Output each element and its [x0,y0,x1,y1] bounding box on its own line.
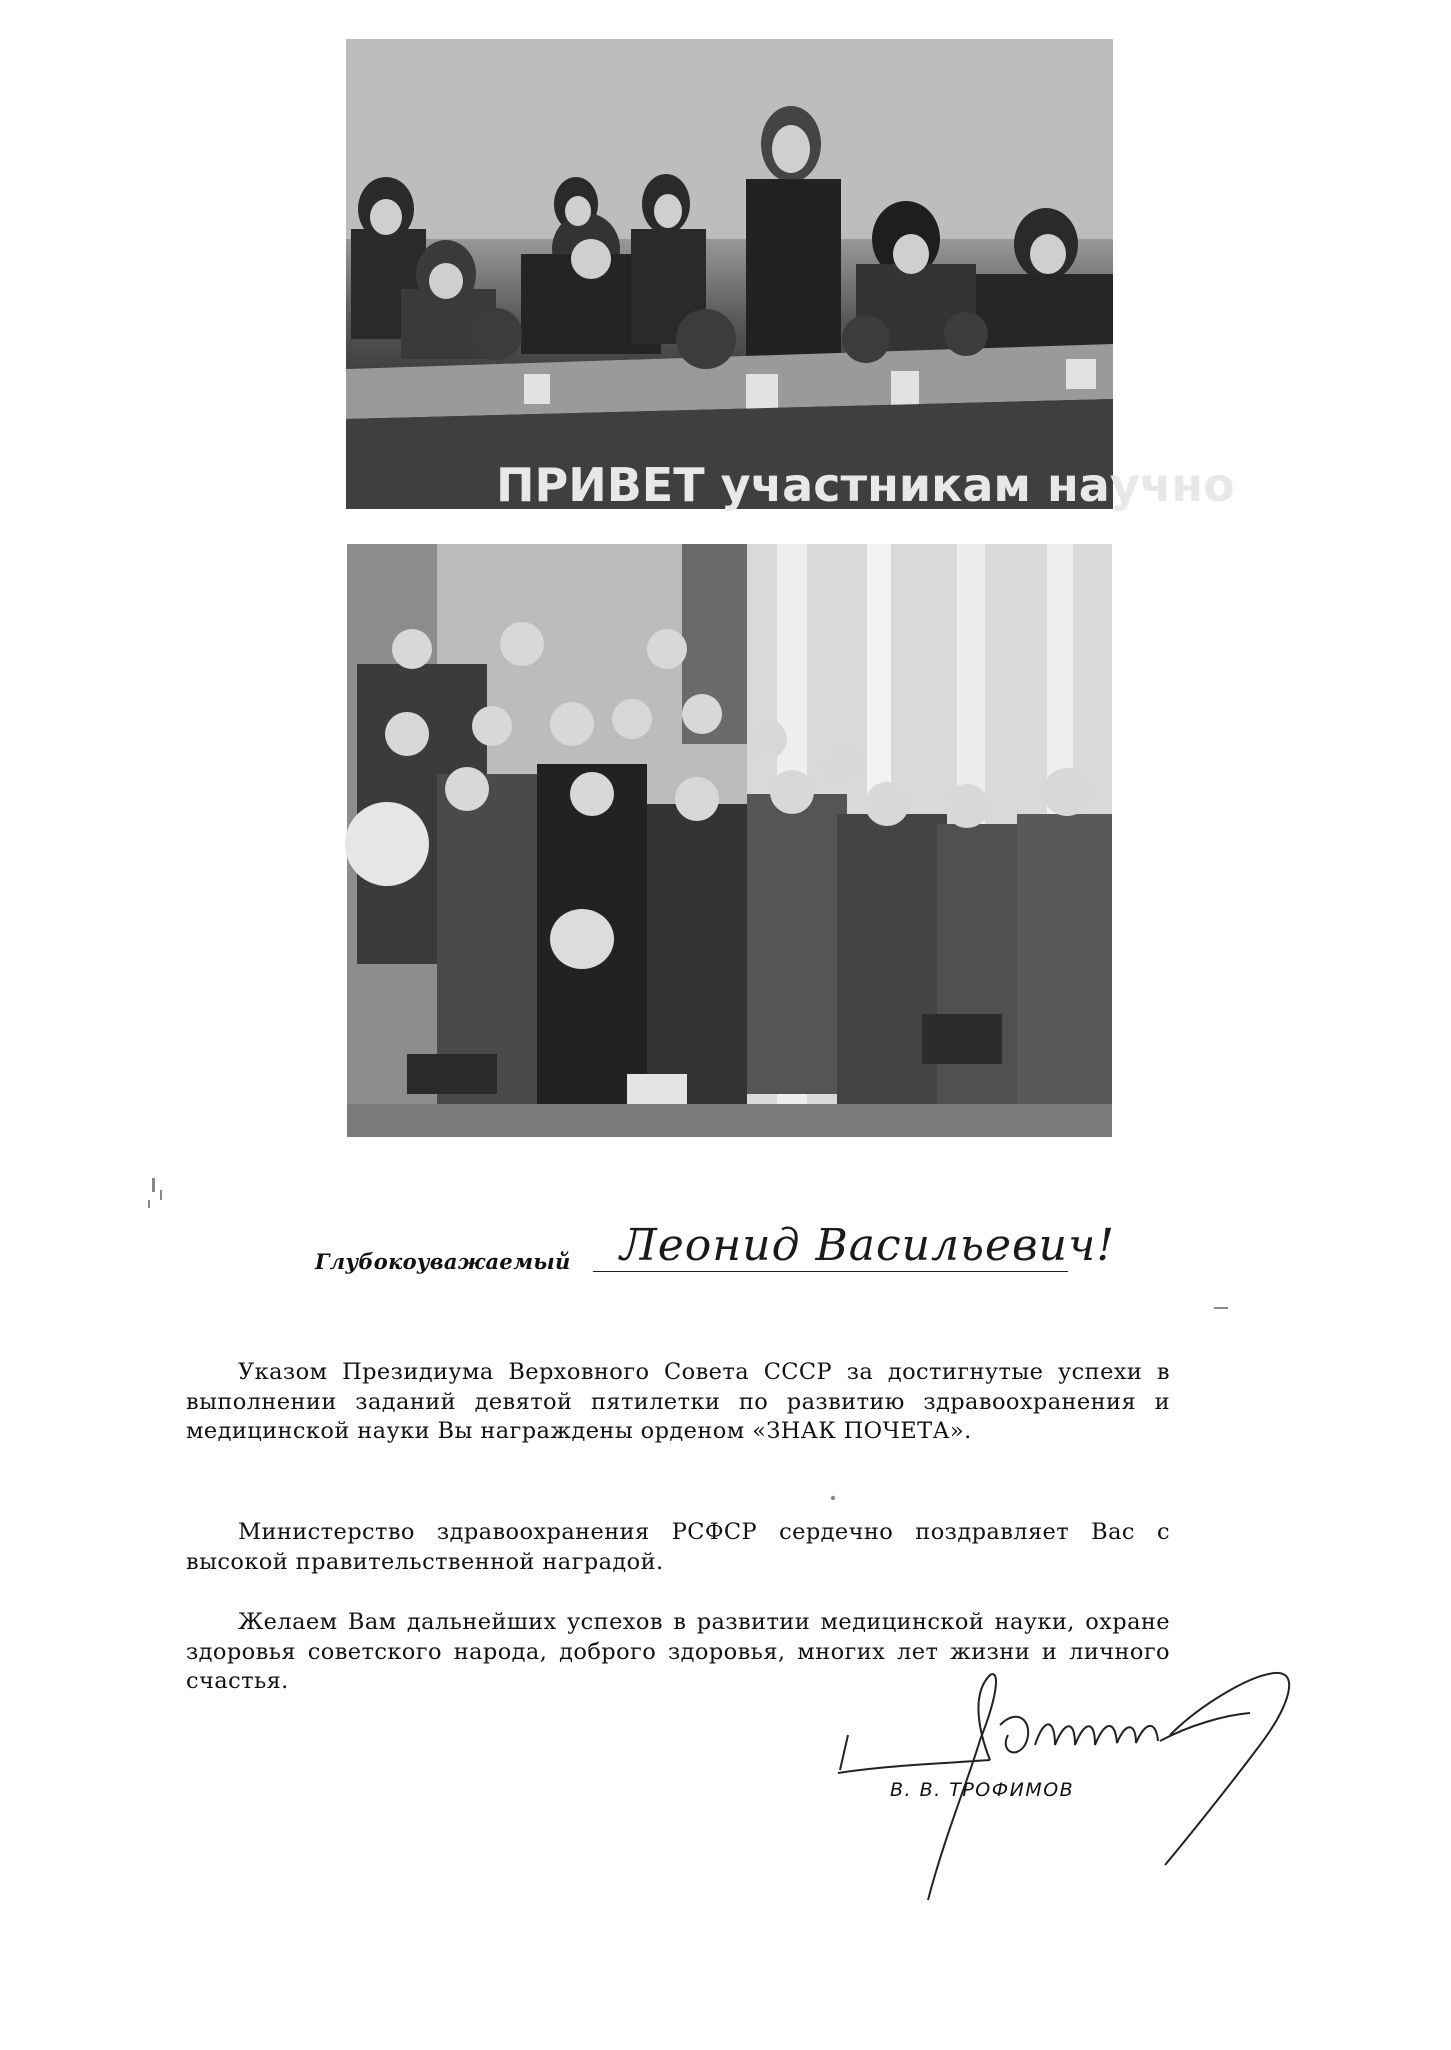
salutation-prefix: Глубокоуважаемый [315,1249,571,1274]
presidium-scene [346,39,1235,512]
salutation-underline [593,1271,1068,1272]
signer-name: В. В. ТРОФИМОВ [890,1779,1075,1801]
group-portrait-photo [347,544,1112,1137]
congratulation-letter [0,1160,1451,1860]
paragraph-ministry: Министерство здравоохранения РСФСР сердечно поздравляет Вас с высокой правительственной наградой. [186,1519,1170,1575]
paragraph-wishes: Желаем Вам дальнейших успехов в развитии медицинской науки, охране здоровья советского народа, доброго здоровья, многих лет жизни и личного счастья. [186,1609,1170,1694]
group-portrait-scene [347,544,1112,1137]
presidium-photo [346,39,1235,512]
banner-text: ПРИВЕТ участникам научно [496,458,1235,512]
recipient-name-handwritten: Леонид Васильевич! [620,1220,1115,1271]
paragraph-decree: Указом Президиума Верховного Совета СССР за достигнутые успехи в выполнении заданий девятой пятилетки по развитию здравоохранения и медицинской науки Вы награждены орденом «ЗНАК ПОЧЕТА». [186,1359,1170,1444]
